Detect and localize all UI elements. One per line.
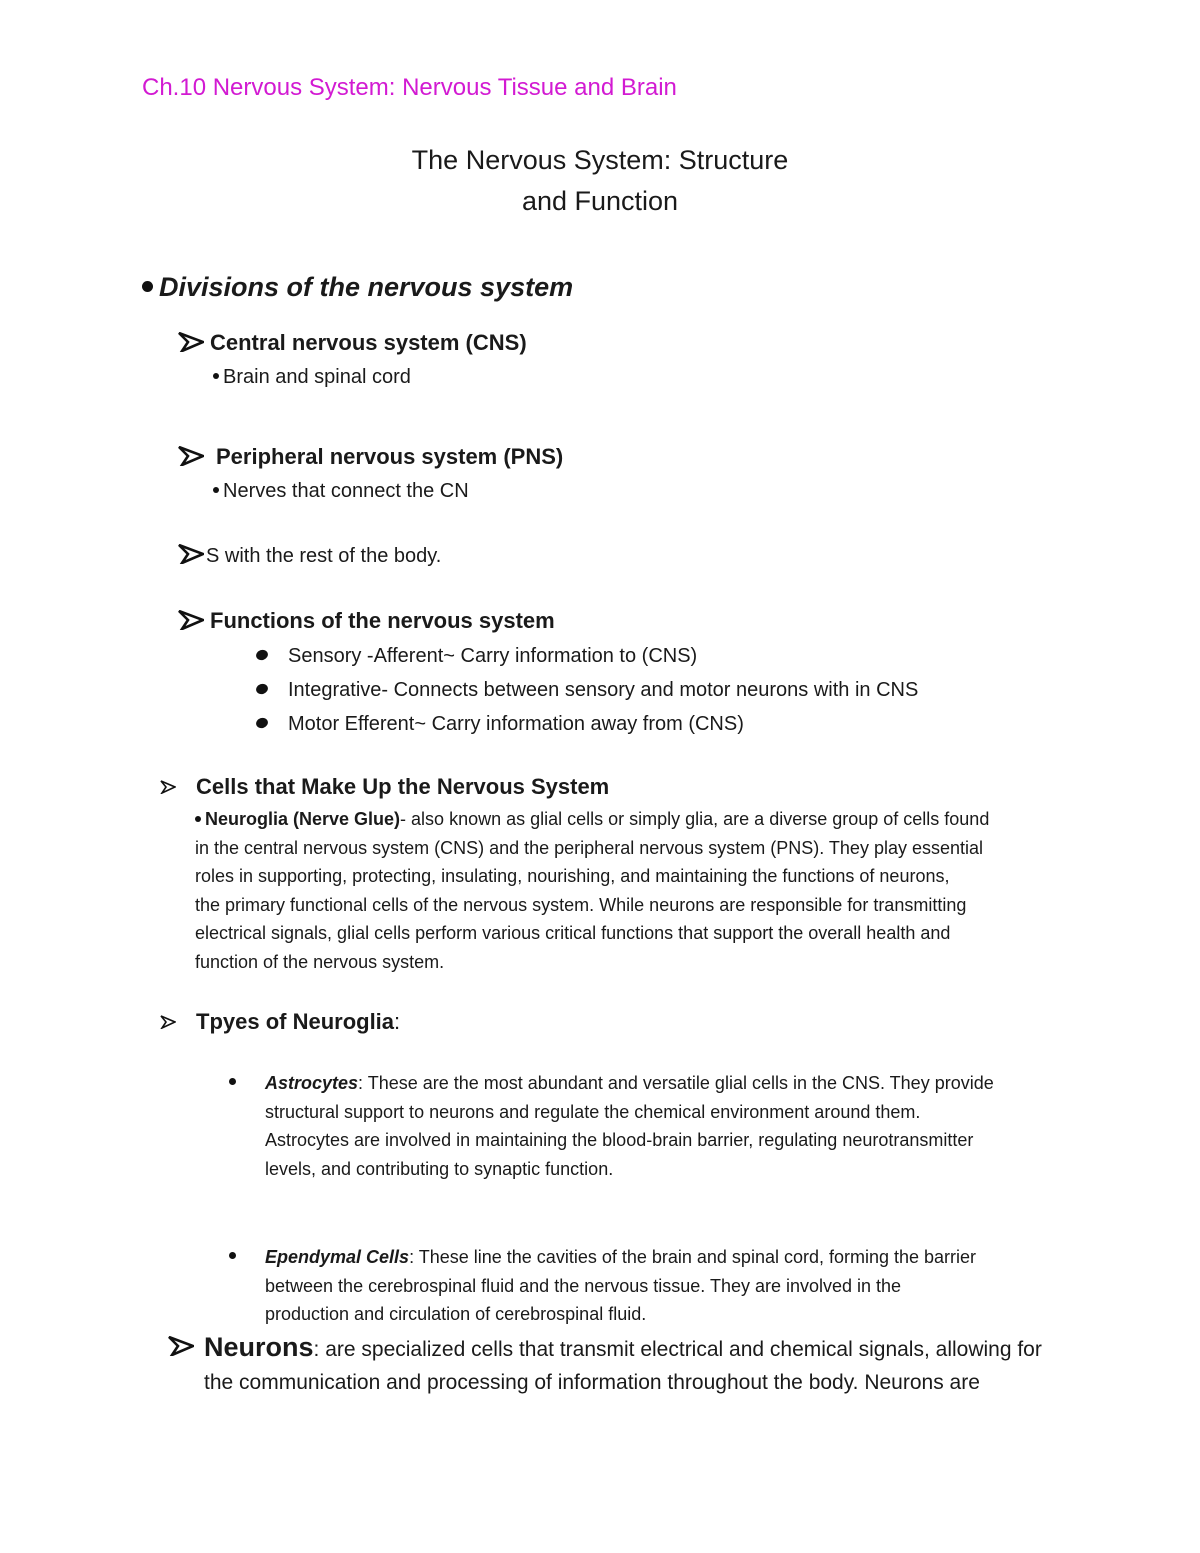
neuroglia-line: function of the nervous system. — [195, 951, 445, 972]
arrow-bullet-icon — [168, 1336, 194, 1356]
bullet-dot-icon — [229, 1252, 236, 1259]
pns-heading: Peripheral nervous system (PNS) — [178, 444, 563, 470]
cns-heading: Central nervous system (CNS) — [178, 330, 527, 356]
bullet-dot-icon — [229, 1078, 236, 1085]
function-item: Motor Efferent~ Carry information away from (CNS) — [256, 713, 744, 736]
function-item: Integrative- Connects between sensory and motor neurons with in CNS — [256, 679, 918, 702]
neuroglia-line: electrical signals, glial cells perform various critical functions that support the overall health and — [195, 923, 951, 943]
neuroglia-line: in the central nervous system (CNS) and the peripheral nervous system (PNS). They play essential — [195, 837, 984, 858]
arrow-bullet-icon — [160, 1015, 176, 1029]
neuroglia-paragraph — [195, 805, 989, 976]
types-heading: Tpyes of Neuroglia: — [160, 1009, 400, 1035]
functions-heading: Functions of the nervous system — [178, 608, 555, 634]
chapter-heading: Ch.10 Nervous System: Nervous Tissue and Brain — [142, 74, 677, 101]
astrocytes-line: structural support to neurons and regulate the chemical environment around them. — [265, 1101, 921, 1122]
ependymal-term: Ependymal Cells — [265, 1247, 410, 1267]
bullet-dot-icon — [142, 281, 153, 292]
cells-heading: Cells that Make Up the Nervous System — [160, 774, 609, 800]
neurons-term: Neurons — [204, 1332, 314, 1362]
astrocytes-line: Astrocytes are involved in maintaining the blood-brain barrier, regulating neurotransmitter — [265, 1130, 974, 1150]
ependymal-item — [265, 1243, 976, 1329]
bullet-dot-icon — [255, 682, 270, 696]
pns-continuation: S with the rest of the body. — [178, 544, 441, 568]
arrow-bullet-icon — [178, 610, 204, 630]
neuroglia-term: Neuroglia (Nerve Glue) — [205, 809, 401, 829]
astrocytes-item — [265, 1069, 994, 1183]
ependymal-line: production and circulation of cerebrospinal fluid. — [265, 1304, 647, 1324]
astrocytes-term: Astrocytes — [265, 1073, 359, 1093]
arrow-bullet-icon — [178, 446, 204, 466]
neuroglia-line: the primary functional cells of the nervous system. While neurons are responsible for transmitting — [195, 894, 967, 915]
neurons-paragraph-line-1: Neurons: are specialized cells that transmit electrical and chemical signals, allowing for — [168, 1332, 1042, 1363]
astrocytes-line: levels, and contributing to synaptic function. — [265, 1158, 614, 1179]
bullet-dot-icon — [195, 816, 201, 822]
divisions-heading: Divisions of the nervous system — [142, 272, 573, 303]
document-title-line-2: and Function — [521, 186, 679, 216]
ependymal-line: between the cerebrospinal fluid and the nervous tissue. They are involved in the — [265, 1275, 902, 1296]
bullet-dot-icon — [213, 373, 219, 379]
astrocytes-line: Astrocytes: These are the most abundant and versatile glial cells in the CNS. They provide — [265, 1073, 994, 1093]
document-title-line-1: The Nervous System: Structure — [411, 145, 789, 175]
arrow-bullet-icon — [178, 544, 204, 564]
bullet-dot-icon — [213, 487, 219, 493]
neuroglia-line: roles in supporting, protecting, insulating, nourishing, and maintaining the functions of neurons, — [195, 866, 950, 886]
arrow-bullet-icon — [160, 780, 176, 794]
neurons-paragraph-line-2: the communication and processing of information throughout the body. Neurons are — [204, 1371, 980, 1394]
arrow-bullet-icon — [178, 332, 204, 352]
pns-detail: Nerves that connect the CN — [213, 480, 469, 503]
ependymal-line: Ependymal Cells: These line the cavities of the brain and spinal cord, forming the barrier — [265, 1247, 977, 1267]
bullet-dot-icon — [255, 648, 270, 662]
neuroglia-line: Neuroglia (Nerve Glue)- also known as glial cells or simply glia, are a diverse group of cells found — [195, 805, 989, 834]
function-item: Sensory -Afferent~ Carry information to (CNS) — [256, 645, 697, 668]
bullet-dot-icon — [255, 716, 270, 730]
cns-detail: Brain and spinal cord — [213, 366, 411, 389]
